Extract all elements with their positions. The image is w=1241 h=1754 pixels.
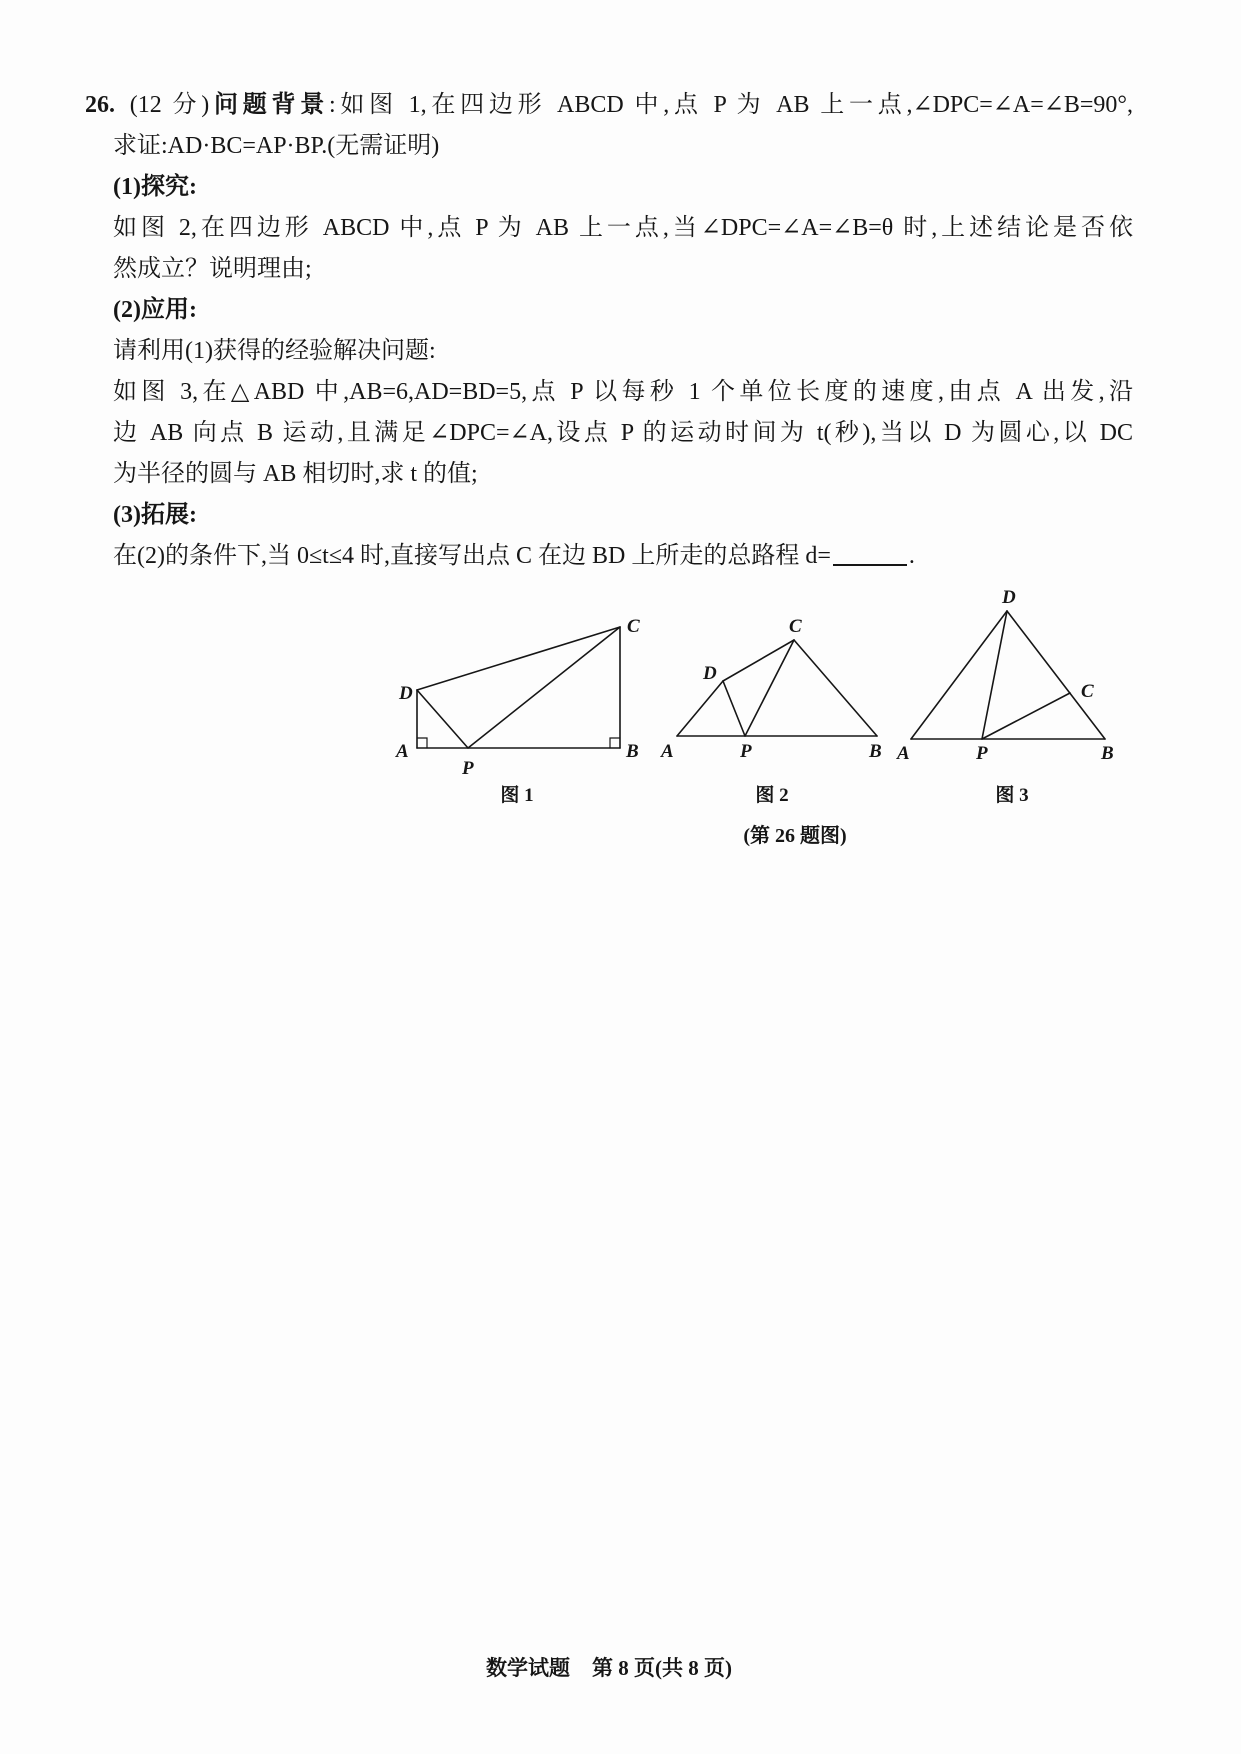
footer-subject: 数学试题 [486,1656,570,1680]
figure-2-caption: 图 2 [755,785,789,806]
part-3-text: 在(2)的条件下,当 0≤t≤4 时,直接写出点 C 在边 BD 上所走的总路程 d= [113,543,831,569]
point-label-A: A [661,741,674,762]
part-3-label: (3)拓展: [113,502,197,528]
figure-3 [911,611,1105,739]
question-header-line [85,90,1133,120]
point-label-D: D [399,683,413,704]
point-label-C: C [1081,681,1094,702]
part-1-line: 如图 2,在四边形 ABCD 中,点 P 为 AB 上一点,当∠DPC=∠A=∠B=θ 时,上述结论是否依 [113,215,1133,241]
point-label-D: D [703,663,717,684]
segment-DB [1007,611,1105,739]
segment-AD [911,611,1007,739]
part-2-line: 如图 3,在△ABD 中,AB=6,AD=BD=5,点 P 以每秒 1 个单位长度的速度,由点 A 出发,沿 [113,379,1133,405]
segment-DP [982,611,1007,739]
part-3-line [113,541,1133,571]
footer-page-number: 第 8 页(共 8 页) [592,1656,732,1680]
segment-DP [723,681,745,736]
right-angle-mark-B [610,738,620,748]
background-label: 问题背景 [209,92,329,118]
point-label-A: A [897,743,910,764]
figure-1-caption: 图 1 [500,785,534,806]
point-label-A: A [396,741,409,762]
part-1-line: 然成立？说明理由; [113,256,312,282]
right-angle-mark-A [417,738,427,748]
segment-CB [794,640,877,736]
figure-2 [677,640,877,736]
part-1-label: (1)探究: [113,174,197,200]
segment-PC [982,693,1070,739]
part-2-line: 请利用(1)获得的经验解决问题: [113,338,436,364]
question-figures [380,580,1140,790]
figure-2-labels [660,616,882,762]
background-text: :如图 1,在四边形 ABCD 中,点 P 为 AB 上一点,∠DPC=∠A=∠B=90°, [328,92,1133,118]
point-label-C: C [627,616,640,637]
part-3-line-end: . [908,543,915,569]
point-label-D: D [1002,587,1016,608]
proof-statement: 求证:AD·BC=AP·BP.(无需证明) [113,133,440,159]
segment-PC [468,627,620,748]
page-footer [409,1655,809,1681]
answer-blank [833,544,907,566]
segment-DP [417,690,468,748]
part-2-line: 为半径的圆与 AB 相切时,求 t 的值; [113,461,478,487]
point-label-B: B [869,741,882,762]
point-label-P: P [976,743,988,764]
question-number: 26. [85,92,115,118]
segment-DC [417,627,620,690]
part-2-line: 边 AB 向点 B 运动,且满足∠DPC=∠A,设点 P 的运动时间为 t(秒),当以 D 为圆心,以 DC [113,420,1133,446]
question-score: (12 分) [129,92,210,118]
point-label-B: B [626,741,639,762]
figures-group-caption: (第 26 题图) [743,825,847,847]
point-label-P: P [740,741,752,762]
point-label-C: C [789,616,802,637]
segment-AD [677,681,723,736]
point-label-B: B [1101,743,1114,764]
figure-3-caption: 图 3 [995,785,1029,806]
figure-1 [417,627,620,748]
point-label-P: P [462,758,474,779]
part-2-label: (2)应用: [113,297,197,323]
